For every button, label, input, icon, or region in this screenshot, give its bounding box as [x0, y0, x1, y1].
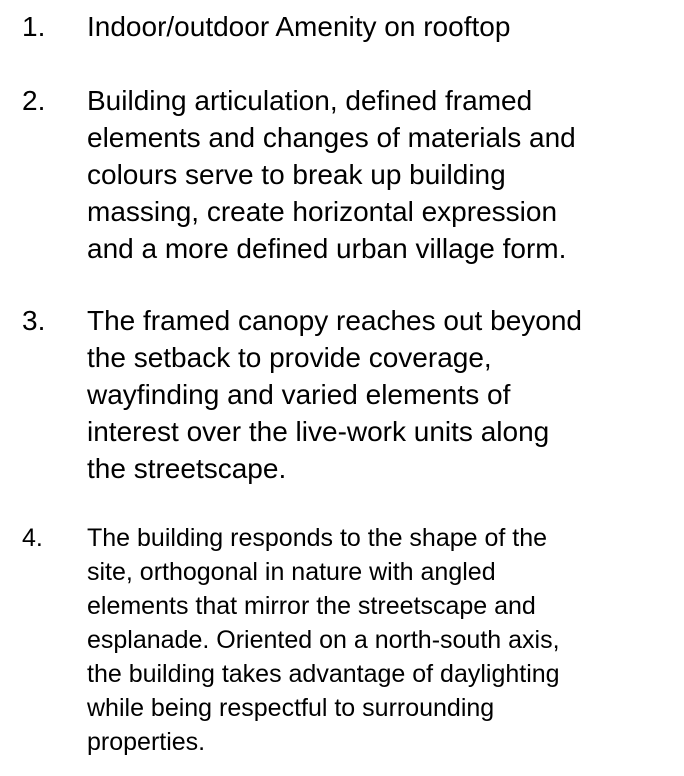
list-item-text [87, 521, 672, 759]
list-item-number: 4. [22, 524, 43, 552]
list-item-text [87, 302, 672, 487]
list-item-text [87, 8, 672, 45]
text-line: Indoor/outdoor Amenity on rooftop [87, 11, 511, 42]
text-line: while being respectful to surrounding [87, 694, 495, 722]
text-line: the building takes advantage of daylighting [87, 660, 560, 688]
text-line: colours serve to break up building [87, 159, 506, 190]
text-line: The building responds to the shape of the [87, 524, 548, 552]
text-line: wayfinding and varied elements of [87, 379, 511, 410]
text-line: esplanade. Oriented on a north-south axis, [87, 626, 560, 654]
list-item-number: 1. [22, 11, 46, 42]
list-item-number: 3. [22, 305, 46, 336]
text-line: Building articulation, defined framed [87, 85, 533, 116]
list-item-number: 2. [22, 85, 46, 116]
text-line: and a more defined urban village form. [87, 233, 567, 264]
text-line: the setback to provide coverage, [87, 342, 492, 373]
text-line: The framed canopy reaches out beyond [87, 305, 582, 336]
text-line: site, orthogonal in nature with angled [87, 558, 496, 586]
text-line: interest over the live-work units along [87, 416, 550, 447]
text-line: properties. [87, 728, 206, 756]
text-line: the streetscape. [87, 453, 287, 484]
text-line: elements and changes of materials and [87, 122, 576, 153]
text-line: elements that mirror the streetscape and [87, 592, 536, 620]
text-line: massing, create horizontal expression [87, 196, 558, 227]
list-item-text [87, 82, 672, 267]
